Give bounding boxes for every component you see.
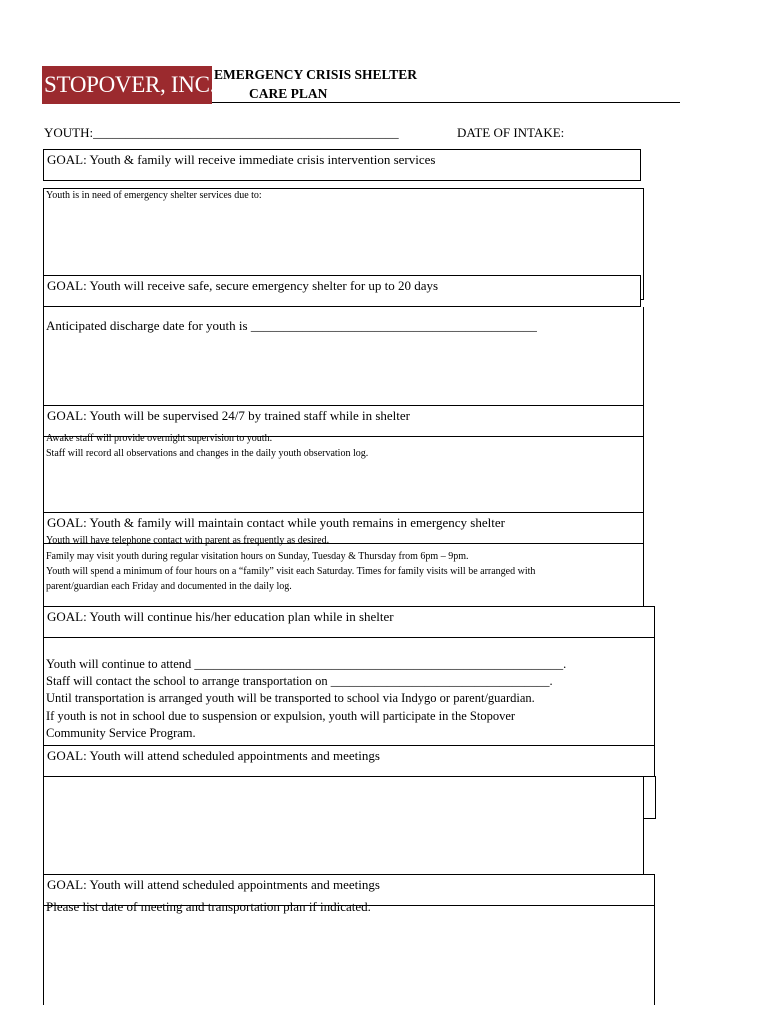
goal-safe-shelter: GOAL: Youth will receive safe, secure emergency shelter for up to 20 days (43, 275, 641, 307)
section-text: parent/guardian each Friday and documented in the daily log. (46, 581, 292, 592)
goal-supervision: GOAL: Youth will be supervised 24/7 by trained staff while in shelter (43, 405, 644, 437)
form-subtitle: CARE PLAN (249, 86, 328, 101)
goal-education: GOAL: Youth will continue his/her education plan while in shelter (43, 606, 655, 638)
goal-family-contact: GOAL: Youth & family will maintain contact while youth remains in emergency shelter (43, 512, 644, 544)
goal-appointments-2: GOAL: Youth will attend scheduled appointments and meetings (43, 874, 655, 906)
section-text: Youth is in need of emergency shelter services due to: (46, 190, 262, 201)
youth-name-field[interactable]: YOUTH:_______________________________________________ (44, 125, 399, 140)
school-field[interactable]: Youth will continue to attend ___________________________________________________________. (46, 657, 567, 671)
org-logo: STOPOVER, INC. (42, 66, 212, 104)
transportation-field[interactable]: Staff will contact the school to arrange transportation on ___________________________________. (46, 674, 553, 688)
goal-appointments: GOAL: Youth will attend scheduled appointments and meetings (43, 745, 655, 777)
meeting-plan-prompt: Please list date of meeting and transportation plan if indicated. (46, 899, 371, 914)
section-text: Youth will spend a minimum of four hours on a “family” visit each Saturday. Times for family visits will be arranged with (46, 566, 536, 577)
section-text: Until transportation is arranged youth will be transported to school via Indygo or parent/guardian. (46, 691, 535, 705)
date-of-intake-label: DATE OF INTAKE: (457, 125, 565, 140)
section-text: If youth is not in school due to suspension or expulsion, youth will participate in the Stopover (46, 709, 516, 723)
section-text: Staff will record all observations and changes in the daily youth observation log. (46, 448, 369, 459)
header-rule (212, 102, 680, 103)
section-body-supervision[interactable] (43, 433, 644, 514)
box-edge (644, 776, 656, 819)
goal-crisis-intervention: GOAL: Youth & family will receive immediate crisis intervention services (43, 149, 641, 181)
section-text: Awake staff will provide overnight supervision to youth. (46, 433, 273, 444)
section-text: Family may visit youth during regular visitation hours on Sunday, Tuesday & Thursday from 6pm – 9pm. (46, 551, 469, 562)
section-body-family[interactable] (43, 535, 644, 609)
section-body-appointments[interactable] (43, 776, 644, 876)
section-text: Community Service Program. (46, 726, 196, 740)
discharge-date-field[interactable]: Anticipated discharge date for youth is ____________________________________________ (46, 318, 537, 333)
form-title: EMERGENCY CRISIS SHELTER (214, 67, 418, 82)
section-body-meetings[interactable] (43, 899, 655, 1005)
section-text: Youth will have telephone contact with parent as frequently as desired. (46, 535, 330, 546)
